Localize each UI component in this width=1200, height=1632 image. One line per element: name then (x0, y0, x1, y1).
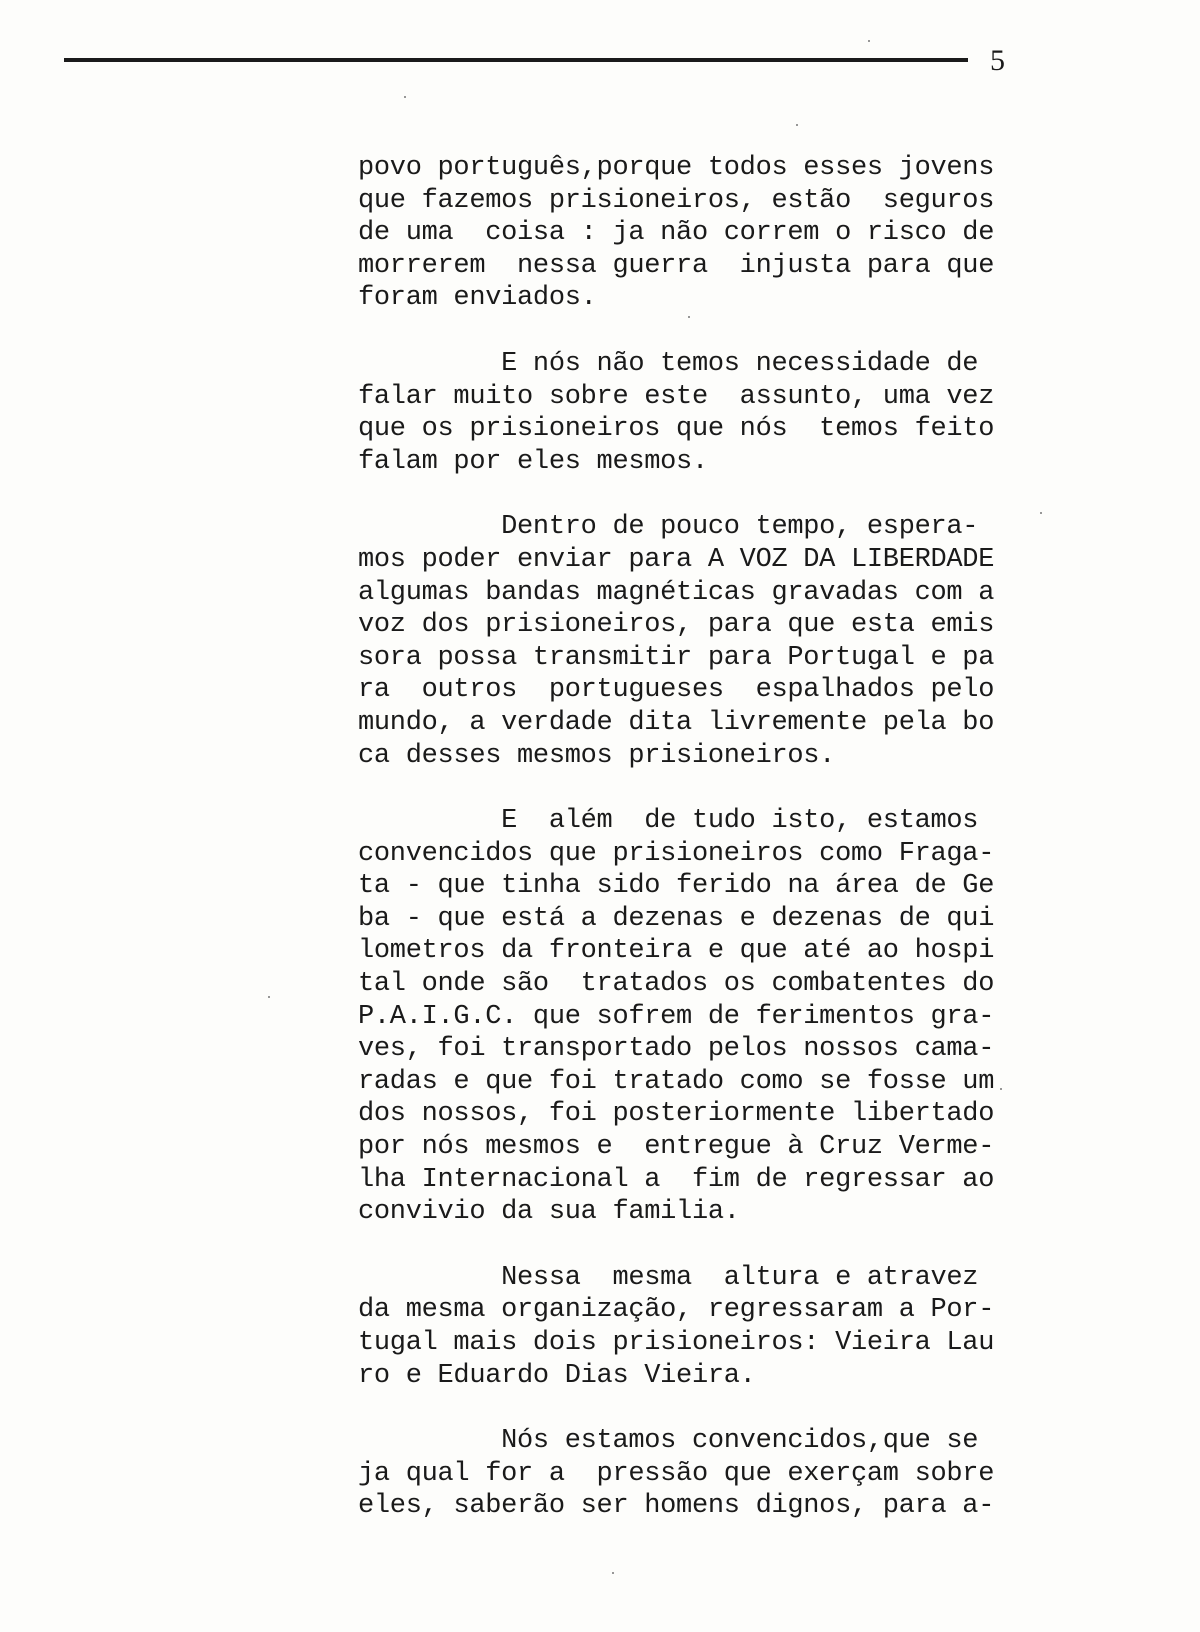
text-line: ra outros portugueses espalhados pelo (358, 675, 995, 706)
text-line: sora possa transmitir para Portugal e pa (358, 642, 995, 673)
text-line: ro e Eduardo Dias Vieira. (358, 1360, 756, 1391)
text-line: lha Internacional a fim de regressar ao (358, 1164, 995, 1195)
text-line: mos poder enviar para A VOZ DA LIBERDADE (358, 544, 995, 575)
text-line: morrerem nessa guerra injusta para que (358, 250, 995, 281)
paragraph (358, 348, 995, 478)
text-line: eles, saberão ser homens dignos, para a- (358, 1491, 995, 1522)
text-line: algumas bandas magnéticas gravadas com a (358, 577, 995, 608)
text-line: da mesma organização, regressaram a Por- (358, 1295, 995, 1326)
text-line: que os prisioneiros que nós temos feito (358, 414, 995, 445)
text-line: ta - que tinha sido ferido na área de Ge (358, 871, 995, 902)
text-line: dos nossos, foi posteriormente libertado (358, 1099, 995, 1130)
scan-speck (688, 316, 690, 318)
page-number: 5 (990, 44, 1005, 77)
text-line: voz dos prisioneiros, para que esta emis (358, 610, 995, 641)
body-text (358, 152, 995, 1523)
text-line: que fazemos prisioneiros, estão seguros (358, 185, 995, 216)
text-line: radas e que foi tratado como se fosse um (358, 1066, 995, 1097)
paragraph (358, 152, 995, 315)
text-line: por nós mesmos e entregue à Cruz Verme- (358, 1132, 995, 1163)
text-line: ja qual for a pressão que exerçam sobre (358, 1458, 995, 1489)
text-line: lometros da fronteira e que até ao hospi (358, 936, 995, 967)
text-line: ves, foi transportado pelos nossos cama- (358, 1034, 995, 1065)
text-line: de uma coisa : ja não correm o risco de (358, 218, 995, 249)
text-line: mundo, a verdade dita livremente pela bo (358, 707, 995, 738)
text-line: falam por eles mesmos. (358, 446, 708, 477)
text-line: ca desses mesmos prisioneiros. (358, 740, 836, 771)
header-rule (64, 58, 968, 62)
text-line: P.A.I.G.C. que sofrem de ferimentos gra- (358, 1001, 995, 1032)
scan-speck (796, 124, 798, 126)
text-line: Nessa mesma altura e atravez (358, 1262, 979, 1293)
text-line: convencidos que prisioneiros como Fraga- (358, 838, 995, 869)
paragraph (358, 1425, 995, 1523)
text-line: tugal mais dois prisioneiros: Vieira Lau (358, 1328, 995, 1358)
text-line: ba - que está a dezenas e dezenas de qui (358, 903, 995, 934)
scan-speck (268, 996, 270, 998)
scan-speck (868, 40, 870, 42)
text-line: convivio da sua familia. (358, 1197, 740, 1228)
text-line: povo português,porque todos esses jovens (358, 153, 995, 183)
text-line: foram enviados. (358, 283, 597, 314)
text-line: E nós não temos necessidade de (358, 348, 979, 379)
scan-speck (612, 1572, 614, 1574)
text-line: E além de tudo isto, estamos (358, 806, 979, 837)
scan-speck (1000, 1088, 1002, 1090)
scan-speck (1040, 512, 1042, 514)
text-line: falar muito sobre este assunto, uma vez (358, 381, 995, 412)
paragraph (358, 1262, 995, 1392)
paragraph (358, 805, 995, 1229)
text-line: tal onde são tratados os combatentes do (358, 969, 995, 1000)
scan-speck (404, 96, 406, 98)
paragraph (358, 511, 995, 772)
text-line: Nós estamos convencidos,que se (358, 1426, 979, 1457)
text-line: Dentro de pouco tempo, espera- (358, 512, 979, 543)
